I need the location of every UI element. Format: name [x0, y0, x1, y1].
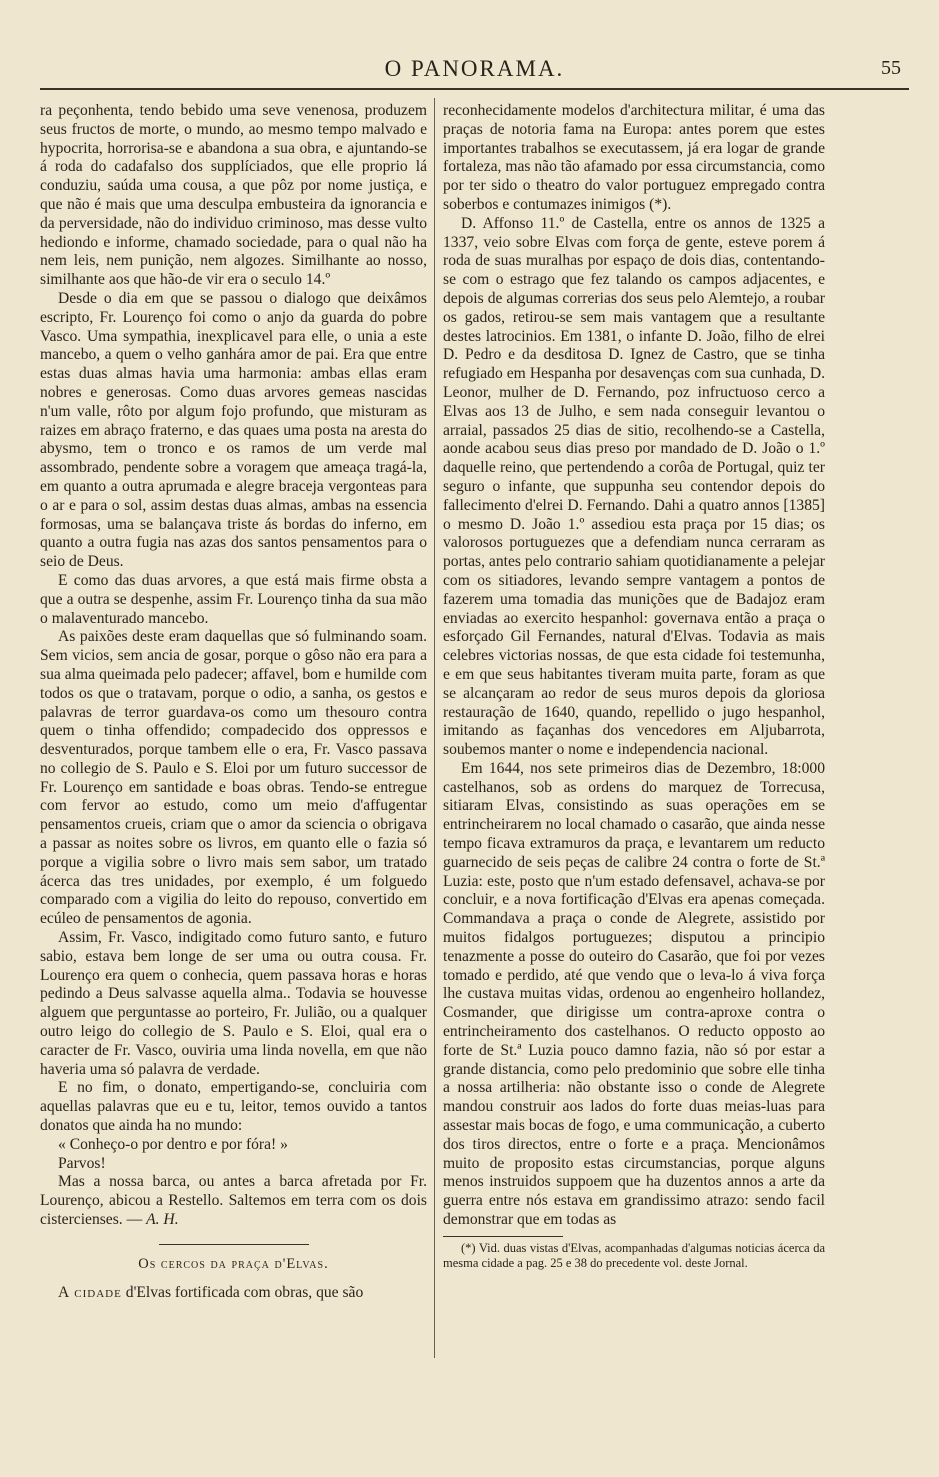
section-title: [40, 1255, 427, 1274]
page-number: 55: [881, 57, 901, 79]
paragraph: E como das duas arvores, a que está mais firme obsta a que a outra se despenhe, assim Fr. Lourenço tinha da sua mão o malaventurado mancebo.: [40, 571, 427, 627]
paragraph: Em 1644, nos sete primeiros dias de Dezembro, 18:000 castelhanos, sob as ordens do marquez de Torrecusa, sitiaram Elvas, consistindo as suas operações em se entrincheirarem no local chamado o casarão, que ainda nesse tempo ficava extramuros da praça, e levantarem um reducto guarnecido de seis peças de calibre 24 contra o forte de St.ª Luzia: este, posto que n'um estado defensavel, achava-se por concluir, e a nova fortificação d'Elvas era apenas começada. Commandava a praça o conde de Alegrete, assistido por muitos fidalgos portuguezes; disputou a principio tenazmente a posse do outeiro do Casarão, que foi por vezes tomado e perdido, até que vendo que o leva-lo á viva força lhe custava muitas vidas, ordenou ao engenheiro hollandez, Cosmander, que dirigisse um contra-aproxe contra o entrincheiramento dos castelhanos. O reducto opposto ao forte de St.ª Luzia pouco damno fazia, não só por estar a grande distancia, como pelo predominio que sobre elle tinha a nossa artilheria: não obstante isso o conde de Alegrete mandou construir aos lados do forte duas meias-luas para assestar mais bocas de fogo, e uma communicação, a cuberto dos tiros directos, entre o forte e a praça. Mencionâmos muito de proposito estas circumstancias, porque alguns menos instruidos suppoem que ha duzentos annos a arte da guerra entre nós estava em grandissimo atrazo: sendo facil demonstrar que em todas as: [443, 759, 825, 1229]
paragraph: ra peçonhenta, tendo bebido uma seve venenosa, produzem seus fructos de morte, o mundo, ao mesmo tempo malvado e hypocrita, horrorisa-se e abandona a sua obra, e ajuntando-se á roda do cadafalso dos supplíciados, que elle proprio lá conduziu, saúda uma cousa, a que pôz por nome justiça, e que não é mais que uma desculpa embusteira da ignorancia e da perversidade, não do individuo criminoso, mas desse vulto hediondo e informe, chamado sociedade, para o qual não ha nem leis, nem punição, nem algozes. Similhante ao nosso, similhante aos que hão-de vir era o seculo 14.º: [40, 102, 427, 289]
footnote: (*) Vid. duas vistas d'Elvas, acompanhadas d'algumas noticias ácerca da mesma cidade a pag. 25 e 38 do precedente vol. deste Jornal.: [443, 1240, 825, 1270]
closing-paragraph: [40, 1173, 427, 1229]
paragraph: D. Affonso 11.º de Castella, entre os annos de 1325 a 1337, veio sobre Elvas com força de gente, esteve porem á roda de suas muralhas por espaço de dois dias, contentando-se com o estrago que fez talando os campos adjacentes, e depois de algumas correrias dos seus pelo Alemtejo, a roubar os gados, retirou-se sem mais vantagem que a resultante destes latrocinios. Em 1381, o infante D. João, filho de elrei D. Pedro e da desditosa D. Ignez de Castro, que se tinha refugiado em Hespanha por desavenças com sua cunhada, D. Leonor, mulher de D. Fernando, poz infructuoso cerco a Elvas aos 13 de Julho, e sem nada conseguir levantou o arraial, passados 25 dias de sitio, recolhendo-se a Castella, aonde acabou seus dias preso por mandado de D. João o 1.º daquelle reino, que pertendendo a corôa de Portugal, quiz ter seguro o infante, que suppunha seu contendor depois do fallecimento d'elrei D. Fernando. Dahi a quatro annos [1385] o mesmo D. João 1.º assediou esta praça por 15 dias; os valorosos portuguezes que a defendiam nunca cerraram as portas, antes pelo contrario sahiam quotidianamente a pelejar com os sitiadores, levando sempre vantagem a pontos de fazerem uma tomadia das munições que de Badajoz eram enviadas ao exercito hespanhol: governava então a praça o esforçado Gil Fernandes, natural d'Elvas. Todavia as mais celebres victorias nossas, de que esta cidade foi testemunha, e em que seus habitantes tiveram muita parte, foram as que se alcançaram ao redor de seus muros depois da gloriosa restauração de 1640, quando, repellido o jugo hespanhol, imitando as façanhas dos vencedores em Aljubarrota, soubemos manter o nome e independencia nacional.: [443, 214, 825, 759]
lead-word: A cidade: [58, 1283, 122, 1301]
header-rule: [40, 88, 909, 90]
footnote-rule: [443, 1236, 563, 1237]
left-column: [40, 102, 427, 1302]
paragraph: E no fim, o donato, empertigando-se, concluiria com aquellas palavras que eu e tu, leitor, temos ouvido a tantos donatos que ainda ha no mundo:: [40, 1079, 427, 1135]
quote-line: « Conheço-o por dentro e por fóra! »: [58, 1135, 288, 1153]
author-signature: A. H.: [146, 1211, 179, 1229]
right-column: [443, 102, 825, 1271]
lead-text: d'Elvas fortificada com obras, que são: [125, 1283, 364, 1301]
closing-text: Mas a nossa barca, ou antes a barca afretada por Fr. Lourenço, abicou a Restello. Saltemos em terra com os dois cistercienses. —: [40, 1173, 427, 1229]
paragraph: reconhecidamente modelos d'architectura militar, é uma das praças de notoria fama na Europa: antes porem que estes importantes trabalhos se executassem, já era logar de grande fortaleza, mas não tão afamado por essa circumstancia, como por ter sido o theatro do valor portuguez empregado contra soberbos e contumazes inimigos (*).: [443, 102, 825, 213]
column-divider: [434, 98, 435, 1358]
paragraph: As paixões deste eram daquellas que só fulminando soam. Sem vicios, sem ancia de gosar, porque o gôso não era para a sua alma queimada pelo padecer; affavel, bom e humilde com todos os que o tratavam, porque o odio, a sanha, os gestos e palavras de terror guardava-os como um thesouro contra quem o tinha offendido; compadecido dos oppressos e desventurados, porque tambem elle o era, Fr. Vasco passava no collegio de S. Paulo e S. Eloi por um futuro successor de Fr. Lourenço em santidade e boas obras. Tendo-se entregue com fervor ao estudo, como um meio d'affugentar pensamentos crueis, criam que o amor da sciencia o obrigava a passar as noites sobre os livros, em quanto elle o fazia só porque a vigilia sobre o livro mais sem sabor, um tratado ácerca das tres unidades, por exemplo, é um folguedo comparado com a vigilia do leito do repouso, convertido em ecúleo de pensamentos de agonia.: [40, 628, 427, 928]
paragraph: Assim, Fr. Vasco, indigitado como futuro santo, e futuro sabio, estava bem longe de ser uma ou outra cousa. Fr. Lourenço era quem o conhecia, quem passava horas e horas pedindo a Deus salvasse aquella alma.. Todavia se houvesse alguem que perguntasse ao porteiro, Fr. Julião, ou a qualquer outro leigo do collegio de S. Paulo e S. Eloi, qual era o caracter de Fr. Vasco, ouviria uma linda novella, em que não haveria uma só palavra de verdade.: [40, 929, 427, 1078]
section-separator: [159, 1244, 309, 1245]
paragraph: Desde o dia em que se passou o dialogo que deixâmos escripto, Fr. Lourenço foi como o anjo da guarda do pobre Vasco. Uma sympathia, inexplicavel para elle, o unia a este mancebo, a quem o velho ganhára amor de pai. Era que entre estas duas almas havia uma harmonia: ambas ellas eram nobres e generosas. Como duas arvores gemeas nascidas n'um valle, rôto por algum fojo profundo, que misturam as raizes em abraço fraterno, e das quaes uma posta na aresta do abysmo, tem o tronco e os ramos de um verde mal assombrado, pendente sobre a voragem que ameaça tragá-la, em quanto a outra aprumada e alegre braceja vergonteas para o ar e para o sol, assim destas duas almas, ambas na essencia formosas, uma se balançava triste ás bordas do inferno, em quanto a outra fugia nas azas dos santos pensamentos para o seio de Deus.: [40, 289, 427, 571]
journal-title: O PANORAMA.: [384, 56, 565, 81]
quote-line: Parvos!: [58, 1154, 106, 1172]
section-lead: [40, 1284, 427, 1303]
section-title-text: Os cercos da praça d'Elvas.: [138, 1255, 329, 1272]
page-header: [40, 56, 909, 84]
